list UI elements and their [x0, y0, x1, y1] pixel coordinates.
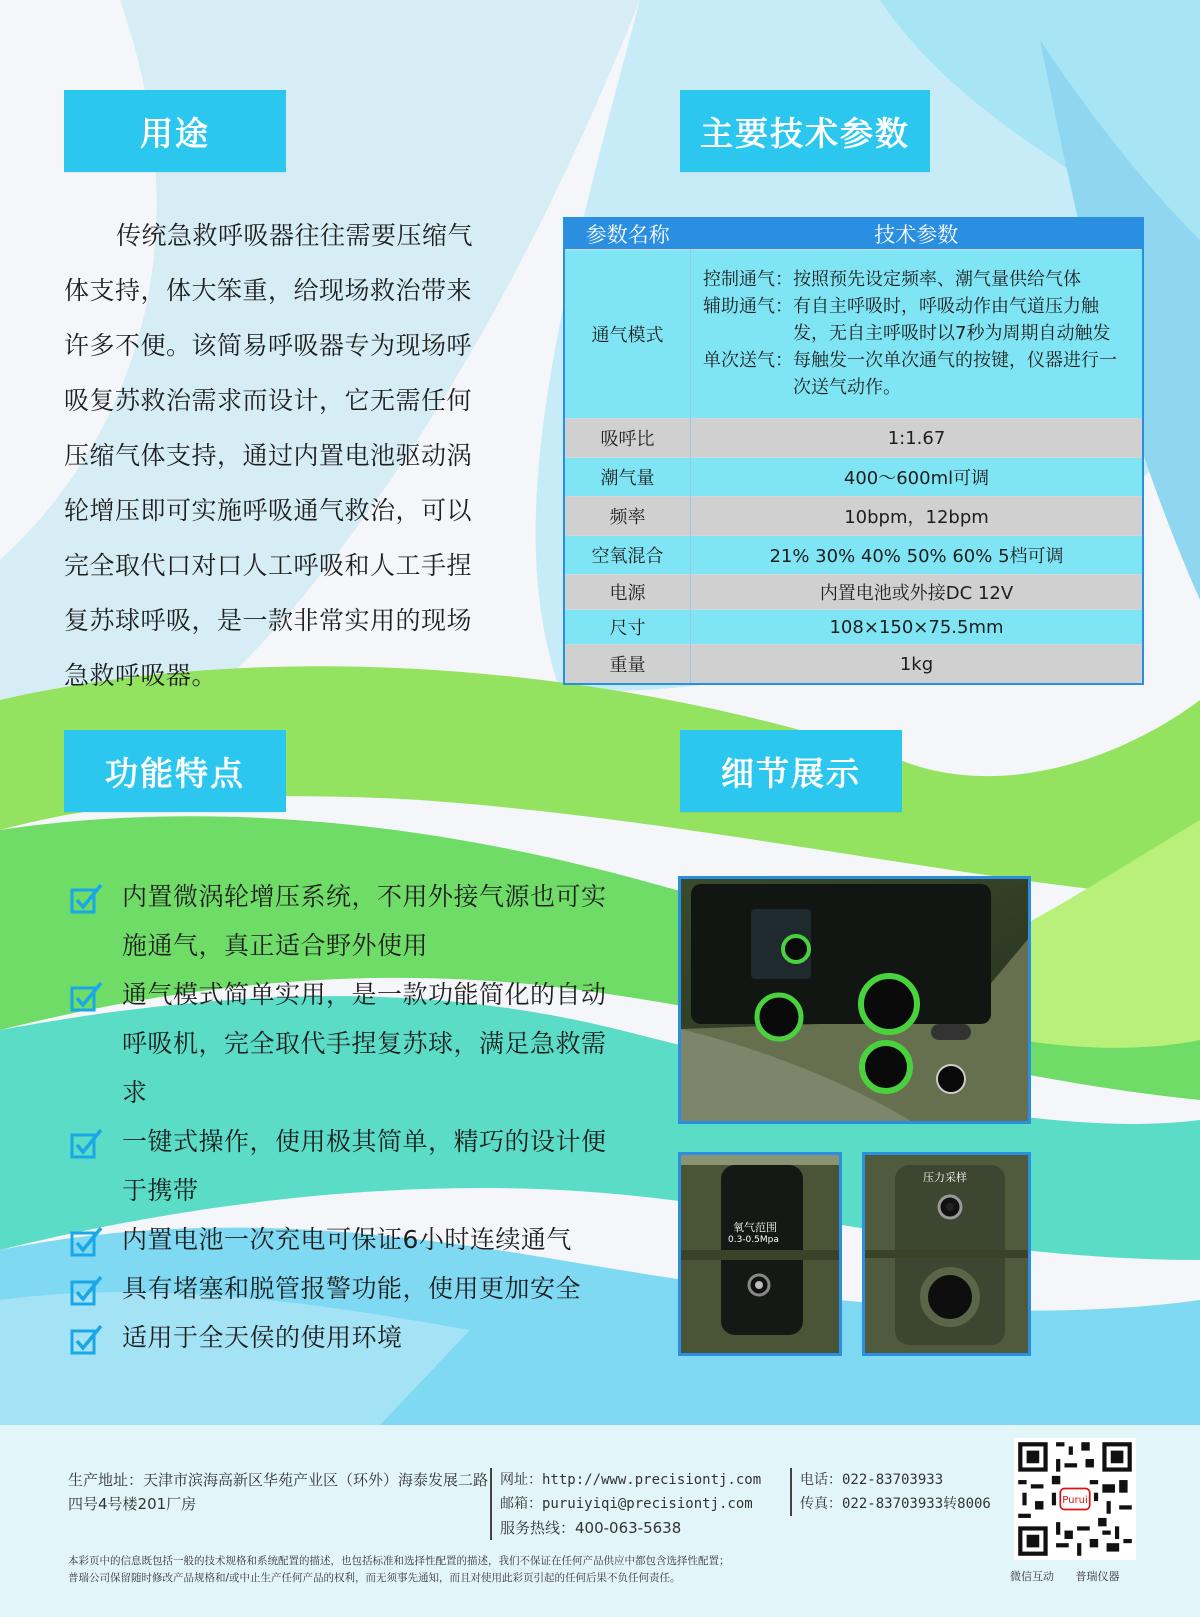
feature-text: 具有堵塞和脱管报警功能，使用更加安全	[122, 1274, 582, 1303]
feature-text: 内置电池一次充电可保证6小时连续通气	[122, 1225, 572, 1254]
feature-text: 通气模式简单实用，是一款功能简化的自动呼吸机，完全取代手捏复苏球，满足急救需求	[122, 980, 607, 1107]
param-value	[691, 250, 1144, 419]
param-name: 尺寸	[564, 610, 691, 645]
qr-code	[1014, 1438, 1136, 1560]
oxygen-range-value: 0.3-0.5Mpa	[728, 1235, 779, 1245]
checkbox-checked-icon	[70, 1274, 104, 1308]
feature-text: 适用于全天侯的使用环境	[122, 1323, 403, 1352]
checkbox-checked-icon	[70, 1225, 104, 1259]
features-list	[70, 872, 630, 1362]
checkbox-checked-icon	[70, 1127, 104, 1161]
param-value: 400～600ml可调	[691, 458, 1144, 497]
section-title-details: 细节展示	[680, 730, 902, 812]
param-name: 空氧混合	[564, 536, 691, 575]
qr-caption: 微信互动 普瑞仪器	[1010, 1570, 1120, 1583]
list-item	[70, 1264, 630, 1313]
table-row	[564, 419, 1143, 458]
email-link[interactable]: 邮箱：puruiyiqi@precisiontj.com	[500, 1496, 753, 1512]
param-value: 1:1.67	[691, 419, 1144, 458]
contact-web-block	[490, 1468, 790, 1540]
param-value: 108×150×75.5mm	[691, 610, 1144, 645]
phone-number: 电话：022-83703933	[800, 1472, 944, 1488]
table-row-vent-mode	[564, 250, 1143, 419]
checkbox-checked-icon	[70, 980, 104, 1014]
checkbox-checked-icon	[70, 1323, 104, 1357]
contact-phone-block	[790, 1468, 1020, 1516]
section-title-params: 主要技术参数	[680, 90, 930, 172]
params-header-row	[564, 218, 1143, 250]
table-row	[564, 610, 1143, 645]
param-value: 10bpm，12bpm	[691, 497, 1144, 536]
section-title-usage: 用途	[64, 90, 286, 172]
param-name: 频率	[564, 497, 691, 536]
feature-text: 一键式操作，使用极其简单，精巧的设计便于携带	[122, 1127, 607, 1205]
param-name: 通气模式	[564, 250, 691, 419]
checkbox-checked-icon	[70, 882, 104, 916]
param-name: 潮气量	[564, 458, 691, 497]
vent-mode-line: 辅助通气： 有自主呼吸时，呼吸动作由气道压力触发，无自主呼吸时以7秒为周期自动触发	[703, 295, 1111, 344]
table-row	[564, 536, 1143, 575]
list-item	[70, 1117, 630, 1215]
param-name: 重量	[564, 645, 691, 685]
table-row	[564, 458, 1143, 497]
param-value: 1kg	[691, 645, 1144, 685]
website-link[interactable]: 网址：http://www.precisiontj.com	[500, 1472, 762, 1488]
list-item	[70, 872, 630, 970]
params-table	[563, 217, 1144, 685]
disclaimer: 本彩页中的信息既包括一般的技术规格和系统配置的描述，也包括标准和选择性配置的描述，我们不保证在任何产品供应中都包含选择性配置； 普瑞公司保留随时修改产品规格和/或中止生产任何产品的权利，而无须事先通知，而且对使用此彩页引起的任何后果不负任何责任。	[68, 1555, 730, 1584]
usage-paragraph: 传统急救呼吸器往往需要压缩气体支持，体大笨重，给现场救治带来许多不便。该简易呼吸器专为现场呼吸复苏救治需求而设计，它无需任何压缩气体支持，通过内置电池驱动涡轮增压即可实施呼吸通气救治，可以完全取代口对口人工呼吸和人工手捏复苏球呼吸，是一款非常实用的现场急救呼吸器。	[64, 221, 474, 690]
table-row	[564, 645, 1143, 685]
list-item	[70, 1215, 630, 1264]
params-header-value: 技术参数	[691, 218, 1144, 250]
params-header-name: 参数名称	[564, 218, 691, 250]
section-title-features: 功能特点	[64, 730, 286, 812]
param-name: 吸呼比	[564, 419, 691, 458]
device-control-panel-photo	[678, 876, 1031, 1124]
pressure-sample-label: 压力采样	[923, 1171, 967, 1184]
company-address: 生产地址：天津市滨海高新区华苑产业区（环外）海泰发展二路四号4号楼201厂房	[68, 1471, 489, 1513]
oxygen-range-label: 氧气范围	[733, 1221, 777, 1234]
list-item	[70, 970, 630, 1117]
vent-mode-line: 控制通气： 按照预先设定频率、潮气量供给气体	[703, 268, 1081, 290]
list-item	[70, 1313, 630, 1362]
oxygen-inlet-photo	[678, 1152, 842, 1356]
table-row	[564, 575, 1143, 610]
vent-mode-line: 单次送气： 每触发一次单次通气的按键，仪器进行一次送气动作。	[703, 349, 1117, 398]
table-row	[564, 497, 1143, 536]
feature-text: 内置微涡轮增压系统，不用外接气源也可实施通气，真正适合野外使用	[122, 882, 607, 960]
param-name: 电源	[564, 575, 691, 610]
svg-text:Purui: Purui	[1062, 1495, 1088, 1507]
pressure-port-photo	[862, 1152, 1031, 1356]
fax-number: 传真：022-83703933转8006	[800, 1496, 991, 1512]
param-value: 21% 30% 40% 50% 60% 5档可调	[691, 536, 1144, 575]
service-hotline: 服务热线：400-063-5638	[500, 1519, 682, 1537]
param-value: 内置电池或外接DC 12V	[691, 575, 1144, 610]
